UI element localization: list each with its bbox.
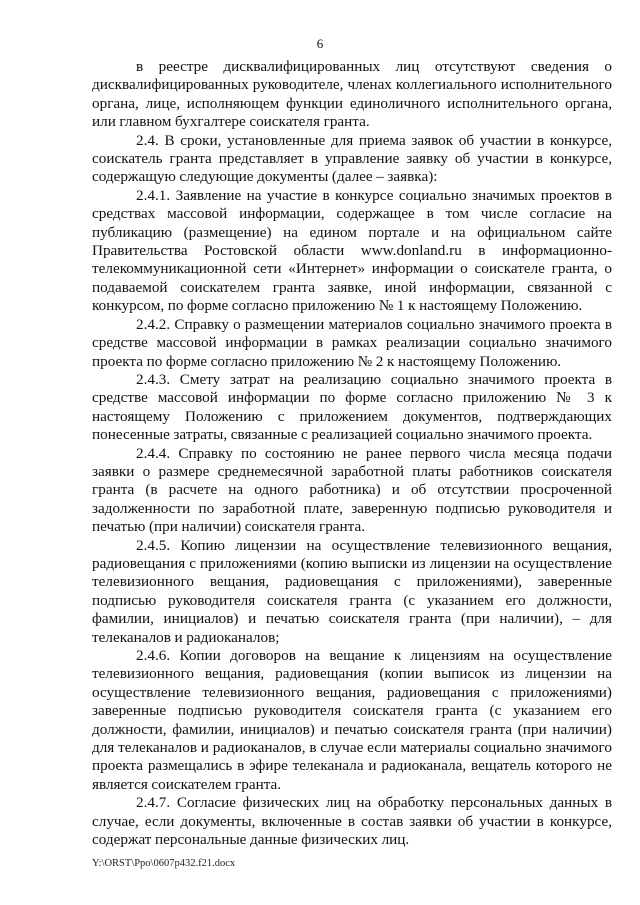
paragraph-2-4-2: 2.4.2. Справку о размещении материалов социально значимого проекта в средстве массовой информации в рамках реализации социально значимого проекта по форме согласно приложению № 2 к настоящему Положению.	[92, 315, 612, 370]
paragraph-2-4-4: 2.4.4. Справку по состоянию не ранее первого числа месяца подачи заявки о размере среднемесячной заработной платы работников соискателя гранта (в расчете на одного работника) и об отсутствии просроченной задолженности по заработной плате, заверенную подписью руководителя и печатью (при наличии) соискателя гранта.	[92, 444, 612, 536]
paragraph-2-4: 2.4. В сроки, установленные для приема заявок об участии в конкурсе, соискатель гранта представляет в управление заявку об участии в конкурсе, содержащую следующие документы (далее – заявка):	[92, 131, 612, 186]
paragraph-2-4-7: 2.4.7. Согласие физических лиц на обработку персональных данных в случае, если документы, включенные в состав заявки об участии в конкурсе, содержат персональные данные физических лиц.	[92, 794, 612, 849]
footer-file-path: Y:\ORST\Ppo\0607p432.f21.docx	[92, 858, 236, 869]
document-body	[92, 58, 612, 849]
paragraph-2-4-6: 2.4.6. Копии договоров на вещание к лицензиям на осуществление телевизионного вещания, радиовещания (копии выписок из лицензии на осуществление телевизионного вещания, радиовещания с приложениями) заверенные подписью руководителя соискателя гранта (с указанием его должности, фамилии, инициалов) и печатью соискателя гранта (при наличии) для телеканалов и радиоканалов, в случае если материалы социально значимого проекта размещались в эфире телеканала и радиоканала, вещатель которого не является соискателем гранта.	[92, 647, 612, 793]
page-number: 6	[316, 36, 324, 51]
paragraph-2-4-3: 2.4.3. Смету затрат на реализацию социально значимого проекта в средстве массовой информации по форме согласно приложению № 3 к настоящему Положению с приложением документов, подтверждающих понесенные затраты, связанные с реализацией социально значимого проекта.	[92, 370, 612, 444]
paragraph-2-4-5: 2.4.5. Копию лицензии на осуществление телевизионного вещания, радиовещания с приложениями (копию выписки из лицензии на осуществление телевизионного вещания, радиовещания с приложениями), заверенные подписью руководителя соискателя гранта (с указанием его должности, фамилии, инициалов) и печатью соискателя гранта (при наличии), – для телеканалов и радиоканалов;	[92, 536, 612, 646]
paragraph-registry: в реестре дисквалифицированных лиц отсутствуют сведения о дисквалифицированных руководителе, членах коллегиального исполнительного органа, лице, исполняющем функции единоличного исполнительного органа, или главном бухгалтере соискателя гранта.	[92, 58, 612, 131]
paragraph-2-4-1: 2.4.1. Заявление на участие в конкурсе социально значимых проектов в средствах массовой информации, содержащее в том числе согласие на публикацию (размещение) на едином портале и на официальном сайте Правительства Ростовской области www.donland.ru в информационно-телекоммуникационной сети «Интернет» информации о соискателе гранта, о подаваемой соискателем гранта заявке, иной информации, связанной с конкурсом, по форме согласно приложению № 1 к настоящему Положению.	[92, 186, 612, 315]
